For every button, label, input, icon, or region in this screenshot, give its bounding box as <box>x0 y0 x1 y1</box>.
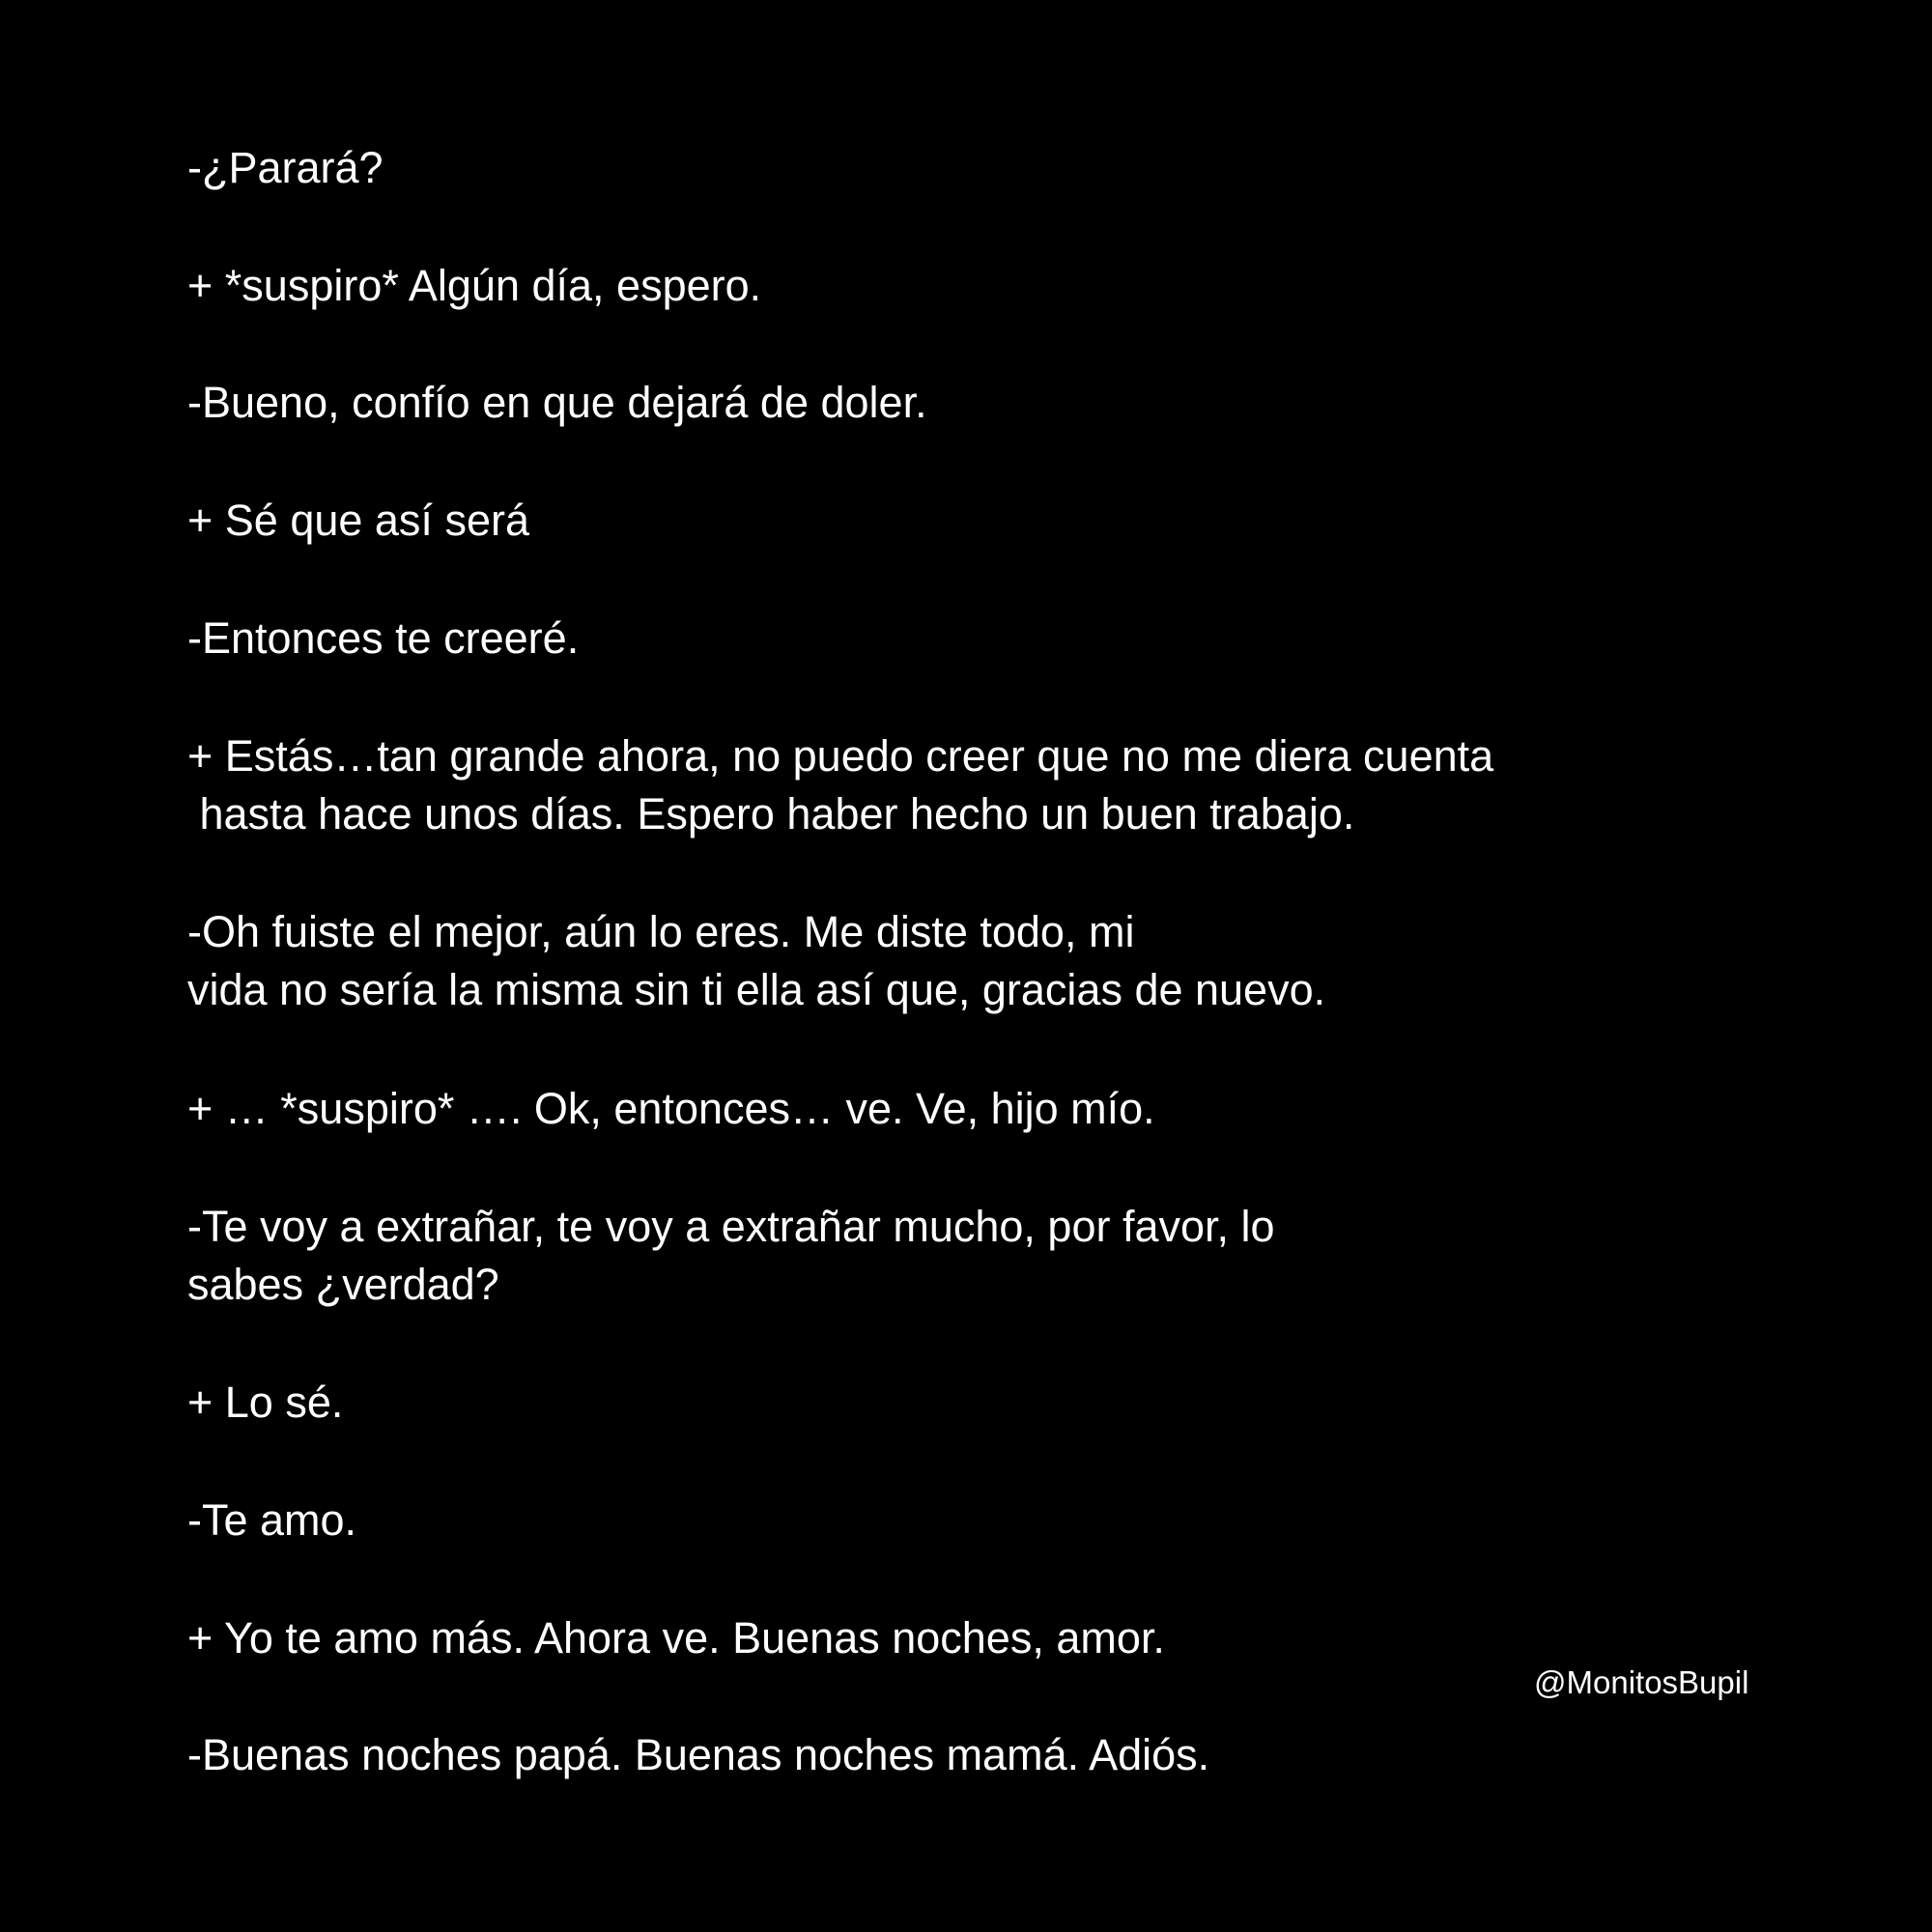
dialogue-line-12: + Yo te amo más. Ahora ve. Buenas noches, amor. <box>187 1613 1165 1662</box>
dialogue-line-6a: + Estás…tan grande ahora, no puedo creer que no me diera cuenta <box>187 731 1494 781</box>
dialogue-line-8: + … *suspiro* …. Ok, entonces… ve. Ve, hijo mío. <box>187 1084 1155 1133</box>
dialogue-line-4: + Sé que así será <box>187 496 529 545</box>
dialogue-line-7a: -Oh fuiste el mejor, aún lo eres. Me diste todo, mi <box>187 907 1135 956</box>
dialogue-line-3: -Bueno, confío en que dejará de doler. <box>187 378 927 427</box>
dialogue-line-9a: -Te voy a extrañar, te voy a extrañar mucho, por favor, lo <box>187 1202 1275 1251</box>
dialogue-line-13: -Buenas noches papá. Buenas noches mamá. Adiós. <box>187 1730 1210 1779</box>
author-handle-watermark: @MonitosBupil <box>1534 1664 1749 1700</box>
dialogue-line-6b: hasta hace unos días. Espero haber hecho un buen trabajo. <box>187 789 1355 838</box>
dialogue-line-5: -Entonces te creeré. <box>187 613 580 663</box>
dialogue-line-7b: vida no sería la misma sin ti ella así que, gracias de nuevo. <box>187 965 1326 1014</box>
dialogue-line-11: -Te amo. <box>187 1495 357 1545</box>
dialogue-line-2: + *suspiro* Algún día, espero. <box>187 261 762 310</box>
dialogue-line-10: + Lo sé. <box>187 1378 344 1427</box>
dialogue-line-9b: sabes ¿verdad? <box>187 1260 499 1309</box>
dialogue-line-1: -¿Parará? <box>187 143 384 192</box>
